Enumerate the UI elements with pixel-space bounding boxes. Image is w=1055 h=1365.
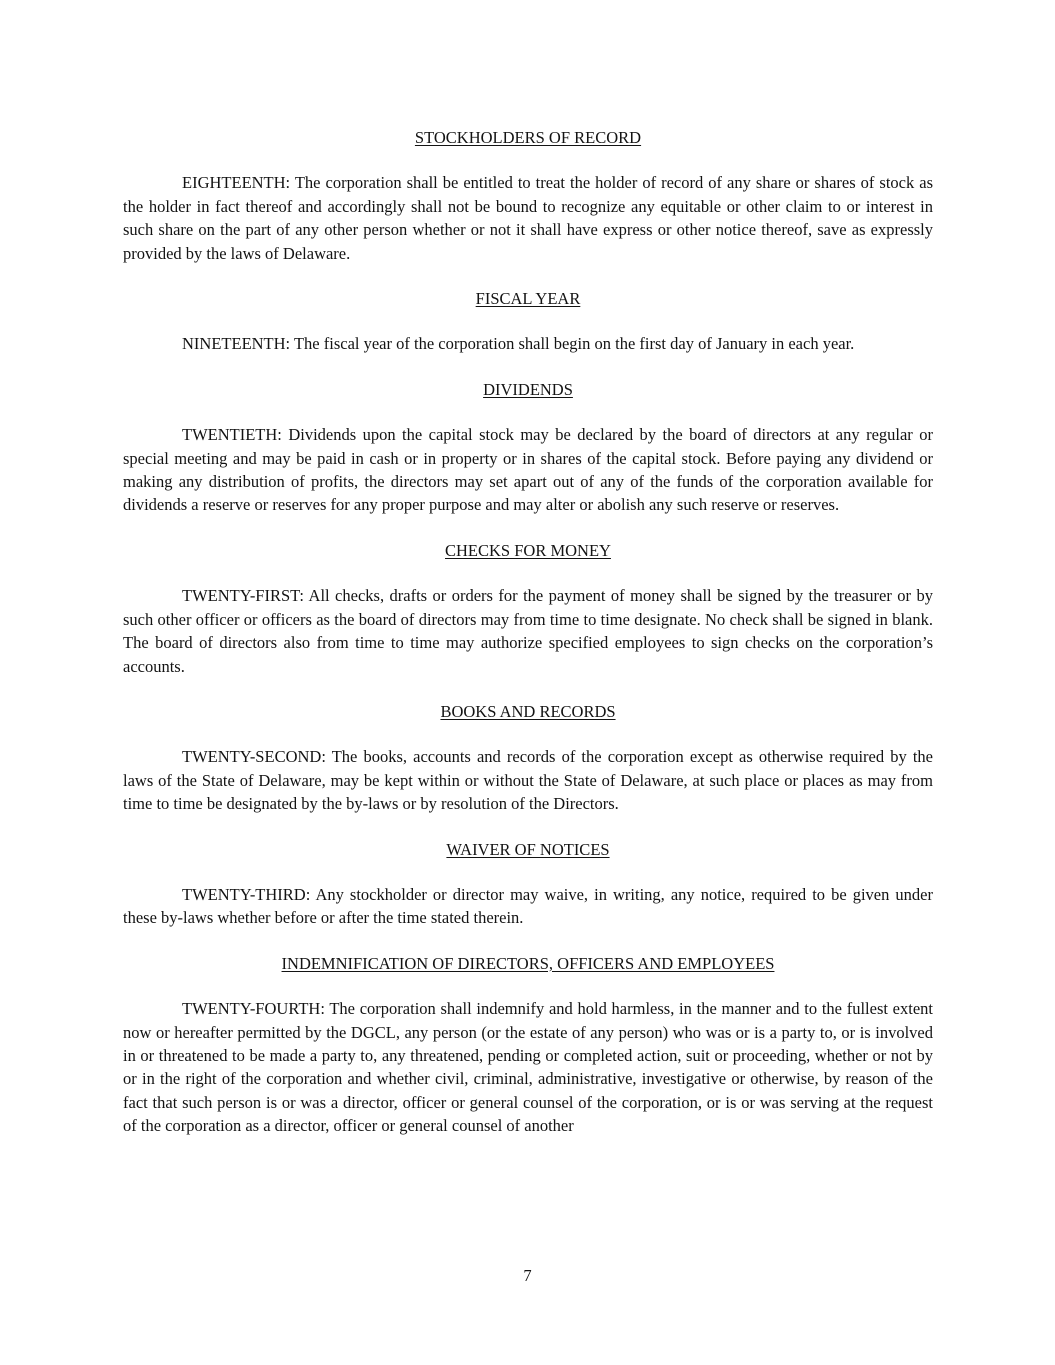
section-heading-dividends: DIVIDENDS [483,379,573,399]
section-paragraph-twenty-third: TWENTY-THIRD: Any stockholder or director may waive, in writing, any notice, required to be given under these by-laws whether before or after the time stated therein. [123,884,933,928]
section-heading-waiver-of-notices: WAIVER OF NOTICES [446,839,610,859]
section-heading-checks-for-money: CHECKS FOR MONEY [445,540,611,560]
section-heading-indemnification: INDEMNIFICATION OF DIRECTORS, OFFICERS AND EMPLOYEES [281,953,775,973]
section-paragraph-eighteenth: EIGHTEENTH: The corporation shall be entitled to treat the holder of record of any share or shares of stock as the holder in fact thereof and accordingly shall not be bound to recognize any equitable or other claim to or interest in such share on the part of any other person whether or not it shall have express or other notice thereof, save as expressly provided by the laws of Delaware. [123,173,933,263]
document-content [123,126,933,1160]
section-heading-fiscal-year: FISCAL YEAR [475,289,581,309]
section-heading-books-and-records: BOOKS AND RECORDS [440,701,616,721]
section-heading-stockholders-of-record: STOCKHOLDERS OF RECORD [414,128,642,147]
section-paragraph-twenty-first: TWENTY-FIRST: All checks, drafts or orders for the payment of money shall be signed by the treasurer or by such other officer or officers as the board of directors may from time to time designate. No check shall be signed in blank. The board of directors also from time to time may authorize specified employees to sign checks on the corporation’s accounts. [123,586,933,676]
page-number: 7 [523,1266,532,1285]
section-paragraph-twentieth: TWENTIETH: Dividends upon the capital stock may be declared by the board of directors at any regular or special meeting and may be paid in cash or in property or in shares of the capital stock. Before paying any dividend or making any distribution of profits, the directors may set apart out of any of the funds of the corporation available for dividends a reserve or reserves for any proper purpose and may alter or abolish any such reserve or reserves. [123,425,933,515]
section-paragraph-twenty-second: TWENTY-SECOND: The books, accounts and records of the corporation except as otherwise required by the laws of the State of Delaware, may be kept within or without the State of Delaware, at such place or places as may from time to time be designated by the by-laws or by resolution of the Directors. [123,747,933,814]
section-paragraph-nineteenth: NINETEENTH: The fiscal year of the corporation shall begin on the first day of January in each year. [182,334,855,354]
section-paragraph-twenty-fourth: TWENTY-FOURTH: The corporation shall indemnify and hold harmless, in the manner and to the fullest extent now or hereafter permitted by the DGCL, any person (or the estate of any person) who was or is a party to, or is involved in or threatened to be made a party to, any threatened, pending or completed action, suit or proceeding, whether or not by or in the right of the corporation and whether civil, criminal, administrative, investigative or otherwise, by reason of the fact that such person is or was a director, officer or general counsel of the corporation, or is or was serving at the request of the corporation as a director, officer or general counsel of another [123,999,933,1136]
